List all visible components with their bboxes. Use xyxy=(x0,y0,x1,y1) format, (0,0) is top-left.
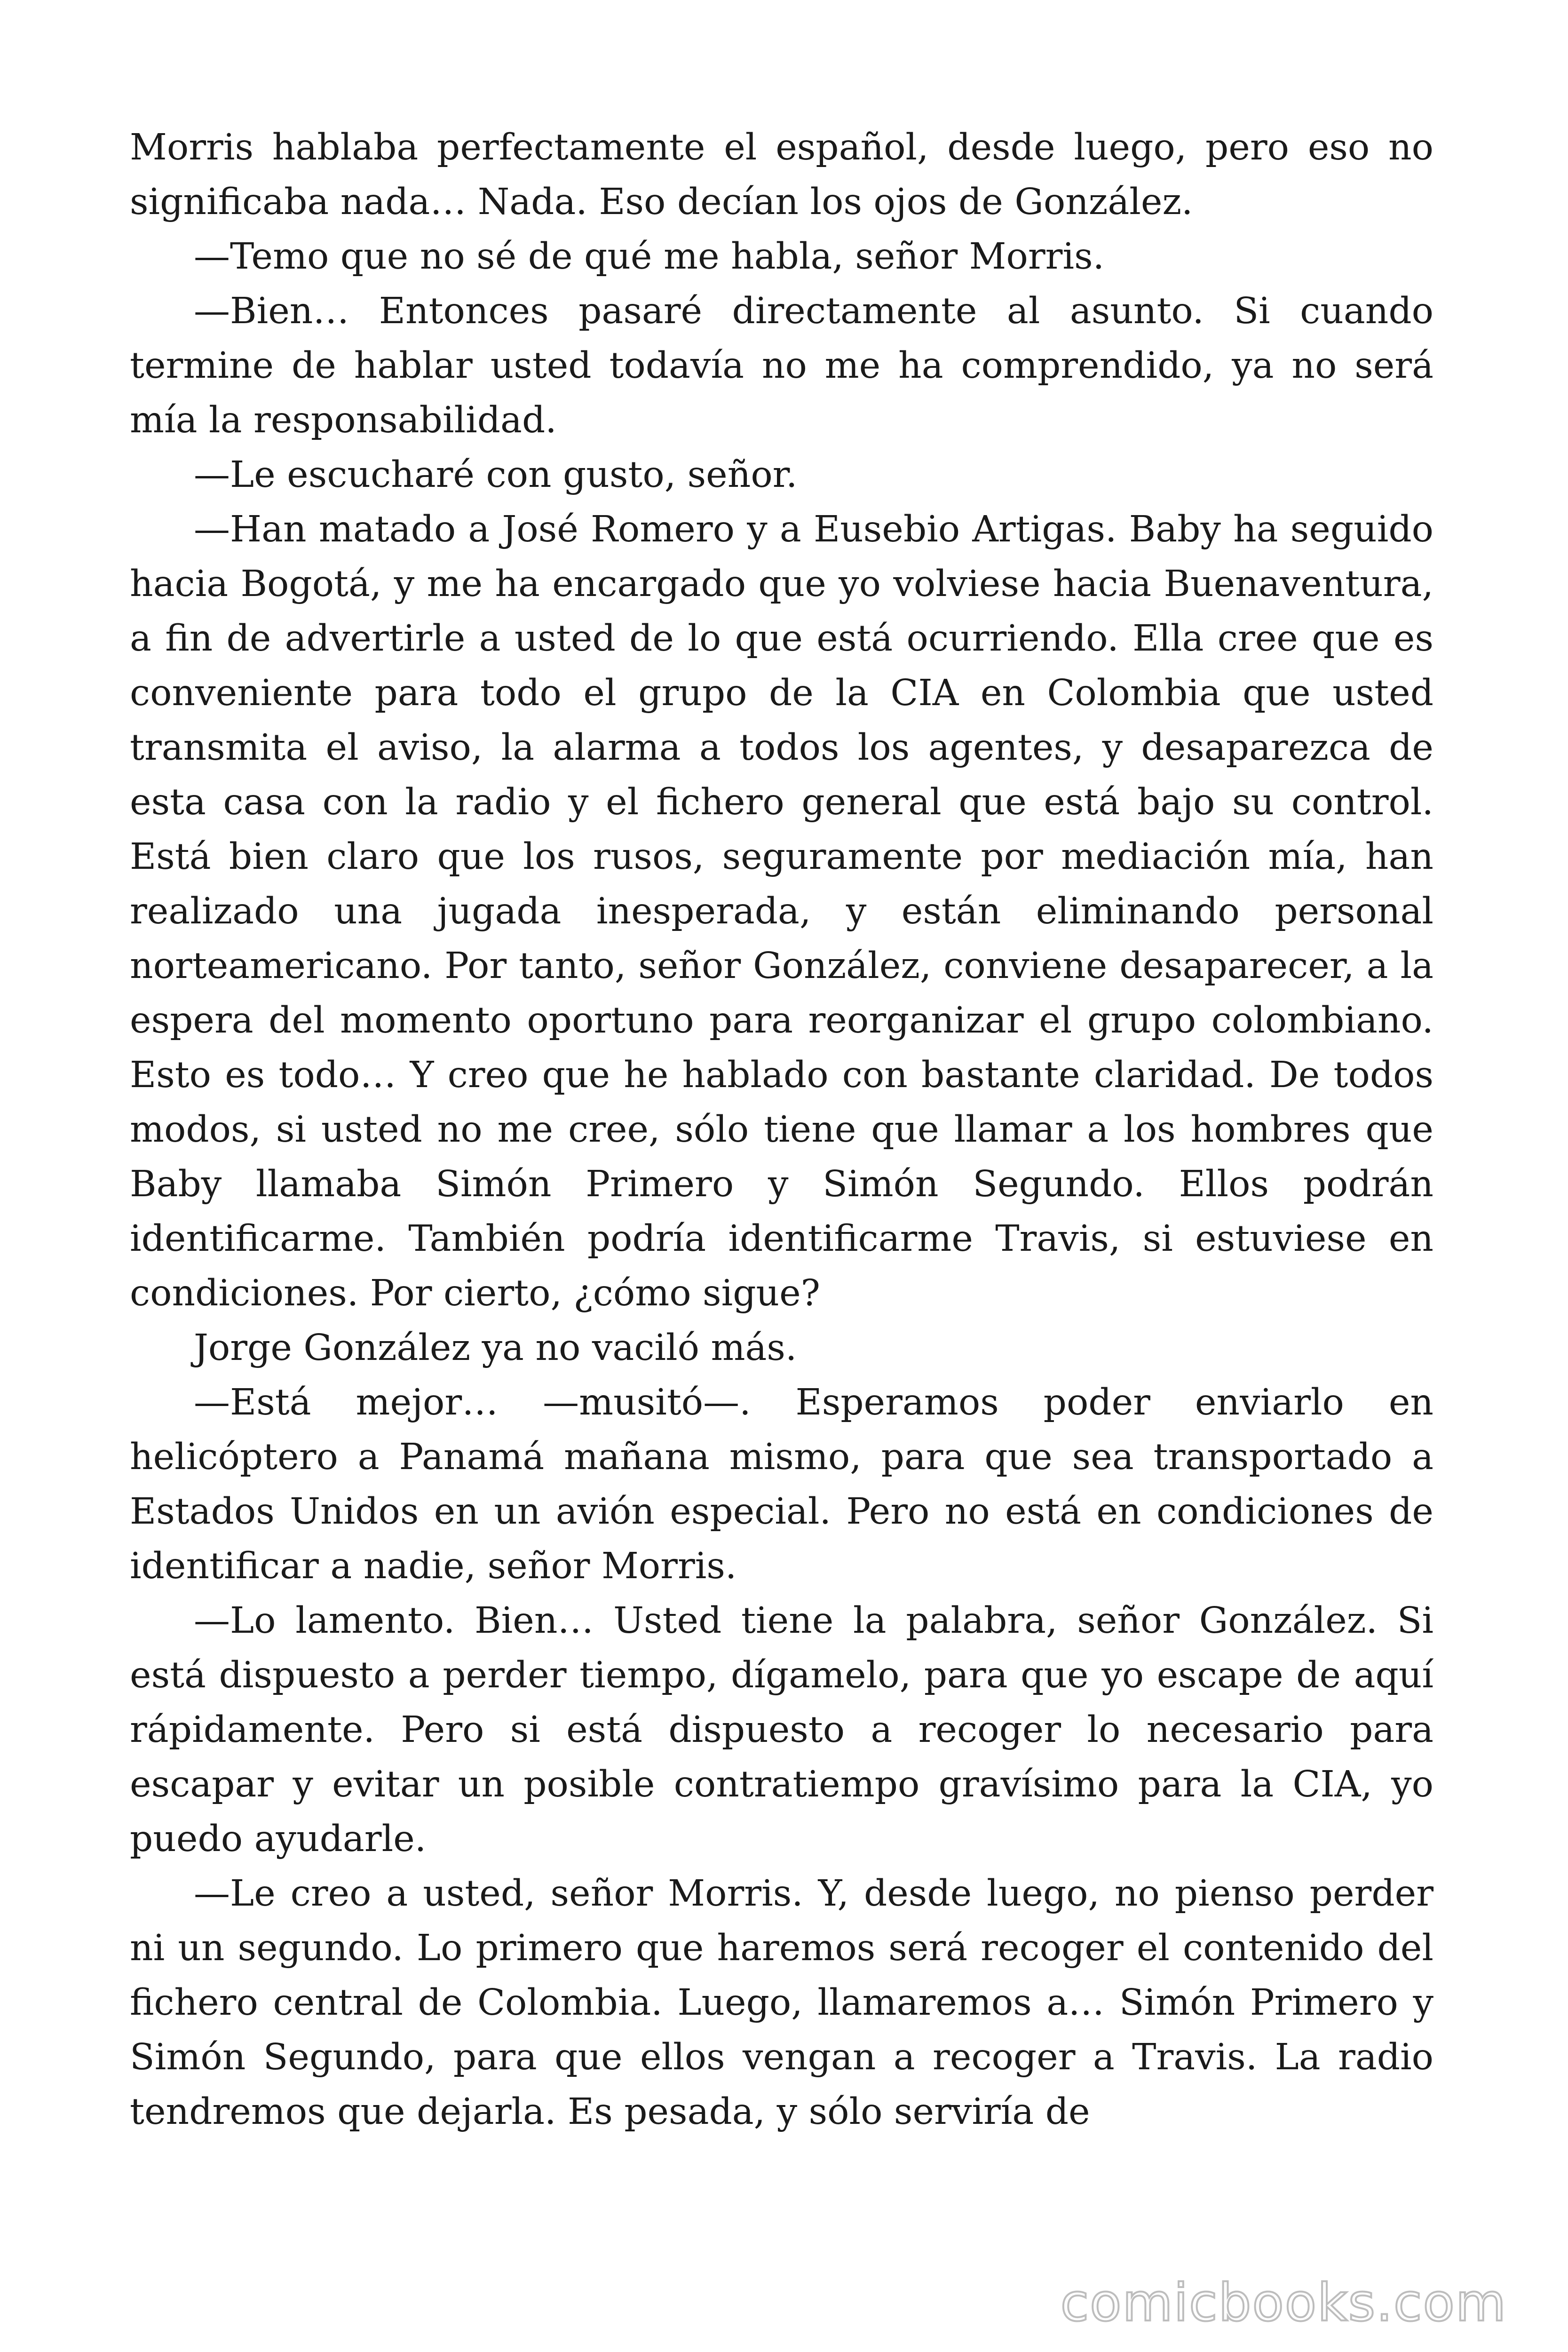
watermark: comicbooks.com xyxy=(1060,2273,1507,2333)
paragraph-2: —Temo que no sé de qué me habla, señor Morris. xyxy=(194,236,1105,278)
paragraph-7: —Está mejor… —musitó—. Esperamos poder enviarlo en helicóptero a Panamá mañana mismo, para que sea transportado a Estados Unidos en un avión especial. Pero no está en condiciones de identificar a nadie, señor Morris. xyxy=(130,1382,1433,1587)
paragraph-8: —Lo lamento. Bien… Usted tiene la palabra, señor González. Si está dispuesto a perder tiempo, dígamelo, para que yo escape de aquí rápidamente. Pero si está dispuesto a recoger lo necesario para escapar y evitar un posible contratiempo gravísimo para la CIA, yo puedo ayudarle. xyxy=(130,1600,1433,1860)
paragraph-6: Jorge González ya no vaciló más. xyxy=(194,1327,797,1369)
paragraph-1: Morris hablaba perfectamente el español, desde luego, pero eso no significaba nada… Nada. Eso decían los ojos de González. xyxy=(130,127,1433,223)
page-body xyxy=(130,120,1433,2139)
paragraph-3: —Bien… Entonces pasaré directamente al asunto. Si cuando termine de hablar usted todavía no me ha comprendido, ya no será mía la responsabilidad. xyxy=(130,290,1433,441)
paragraph-9: —Le creo a usted, señor Morris. Y, desde luego, no pienso perder ni un segundo. Lo primero que haremos será recoger el contenido del fichero central de Colombia. Luego, llamaremos a… Simón Primero y Simón Segundo, para que ellos vengan a recoger a Travis. La radio tendremos que dejarla. Es pesada, y sólo serviría de xyxy=(130,1873,1433,2133)
paragraph-5: —Han matado a José Romero y a Eusebio Artigas. Baby ha seguido hacia Bogotá, y me ha encargado que yo volviese hacia Buenaventura, a fin de advertirle a usted de lo que está ocurriendo. Ella cree que es conveniente para todo el grupo de la CIA en Colombia que usted transmita el aviso, la alarma a todos los agentes, y desaparezca de esta casa con la radio y el fichero general que está bajo su control. Está bien claro que los rusos, seguramente por mediación mía, han realizado una jugada inesperada, y están eliminando personal norteamericano. Por tanto, señor González, conviene desaparecer, a la espera del momento oportuno para reorganizar el grupo colombiano. Esto es todo… Y creo que he hablado con bastante claridad. De todos modos, si usted no me cree, sólo tiene que llamar a los hombres que Baby llamaba Simón Primero y Simón Segundo. Ellos podrán identificarme. También podría identificarme Travis, si estuviese en condiciones. Por cierto, ¿cómo sigue? xyxy=(130,509,1433,1314)
paragraph-4: —Le escucharé con gusto, señor. xyxy=(194,454,798,496)
